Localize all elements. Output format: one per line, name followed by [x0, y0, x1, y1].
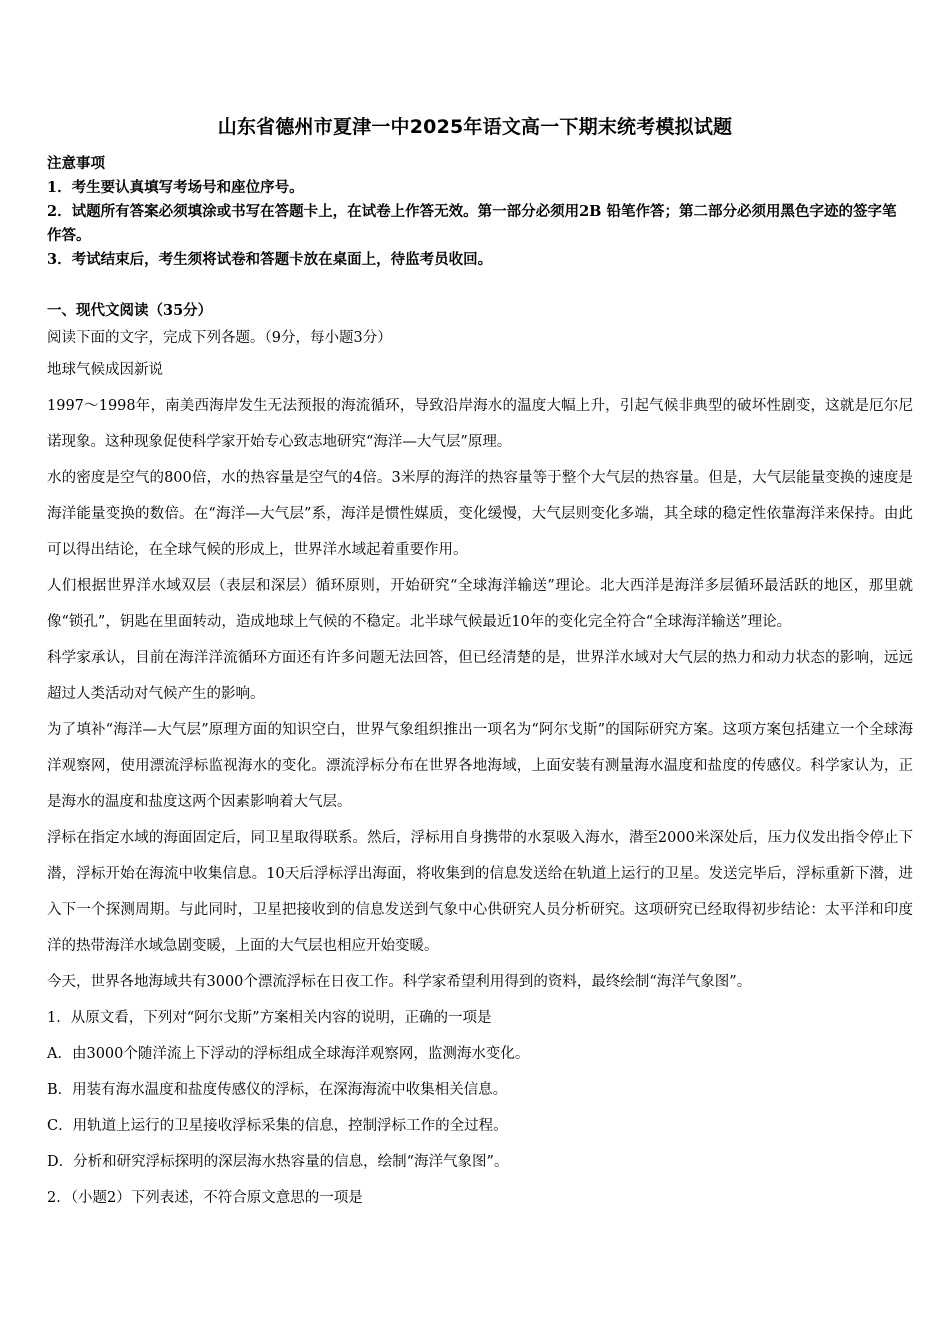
article-title: 地球气候成因新说: [47, 362, 163, 378]
article-paragraph: 水的密度是空气的800倍，水的热容量是空气的4倍。3米厚的海洋的热容量等于整个大气层的热容量。但是，大气层能量变换的速度是海洋能量变换的数倍。在“海洋—大气层”系，海洋是惯性媒质，变化缓慢，大气层则变化多端，其全球的稳定性依靠海洋来保持。由此可以得出结论，在全球气候的形成上，世界洋水域起着重要作用。: [47, 470, 913, 558]
notice-item: 1．考生要认真填写考场号和座位序号。: [47, 179, 304, 196]
reading-section: [47, 324, 913, 1216]
article-paragraph: 为了填补“海洋—大气层”原理方面的知识空白，世界气象组织推出一项名为“阿尔戈斯”的国际研究方案。这项方案包括建立一个全球海洋观察网，使用漂流浮标监视海水的变化。漂流浮标分布在世界各地海域，上面安装有测量海水温度和盐度的传感仪。科学家认为，正是海水的温度和盐度这两个因素影响着大气层。: [47, 722, 913, 810]
article-paragraph: 今天，世界各地海域共有3000个漂流浮标在日夜工作。科学家希望利用得到的资料，最终绘制“海洋气象图”。: [47, 974, 752, 990]
article-paragraph: 浮标在指定水域的海面固定后，同卫星取得联系。然后，浮标用自身携带的水泵吸入海水，潜至2000米深处后，压力仪发出指令停止下潜，浮标开始在海流中收集信息。10天后浮标浮出海面，将收集到的信息发送给在轨道上运行的卫星。发送完毕后，浮标重新下潜，进入下一个探测周期。与此同时，卫星把接收到的信息发送到气象中心供研究人员分析研究。这项研究已经取得初步结论：太平洋和印度洋的热带海洋水域急剧变暖，上面的大气层也相应开始变暖。: [47, 830, 913, 954]
notice-heading: 注意事项: [47, 155, 105, 172]
section-heading: 一、现代文阅读（35分）: [47, 302, 213, 319]
article-paragraph: 科学家承认，目前在海洋洋流循环方面还有许多问题无法回答，但已经清楚的是，世界洋水域对大气层的热力和动力状态的影响，远远超过人类活动对气候产生的影响。: [47, 650, 913, 702]
question-option-c: C．用轨道上运行的卫星接收浮标采集的信息，控制浮标工作的全过程。: [47, 1118, 508, 1134]
question-stem: 1．从原文看，下列对“阿尔戈斯”方案相关内容的说明，正确的一项是: [47, 1010, 492, 1026]
article-paragraph: 1997～1998年，南美西海岸发生无法预报的海流循环，导致沿岸海水的温度大幅上升，引起气候非典型的破坏性剧变，这就是厄尔尼诺现象。这种现象促使科学家开始专心致志地研究“海洋—大气层”原理。: [47, 398, 913, 450]
question-option-b: B．用装有海水温度和盐度传感仪的浮标，在深海海流中收集相关信息。: [47, 1082, 508, 1098]
page-title: 山东省德州市夏津一中2025年语文高一下期末统考模拟试题: [217, 116, 733, 138]
article-paragraph: 人们根据世界洋水域双层（表层和深层）循环原则，开始研究“全球海洋输送”理论。北大西洋是海洋多层循环最活跃的地区，那里就像“锁孔”，钥匙在里面转动，造成地球上气候的不稳定。北半球气候最近10年的变化完全符合“全球海洋输送”理论。: [47, 578, 913, 630]
notice-item: 2．试题所有答案必须填涂或书写在答题卡上，在试卷上作答无效。第一部分必须用2B 铅笔作答；第二部分必须用黑色字迹的签字笔作答。: [47, 203, 897, 244]
question-option-a: A．由3000个随洋流上下浮动的浮标组成全球海洋观察网，监测海水变化。: [47, 1046, 530, 1062]
notice-block: [47, 152, 909, 272]
notice-item: 3．考试结束后，考生须将试卷和答题卡放在桌面上，待监考员收回。: [47, 251, 493, 268]
question-option-d: D．分析和研究浮标探明的深层海水热容量的信息，绘制“海洋气象图”。: [47, 1154, 509, 1170]
section-intro: 阅读下面的文字，完成下列各题。（9分，每小题3分）: [47, 330, 392, 346]
question-stem: 2．（小题2）下列表述，不符合原文意思的一项是: [47, 1190, 363, 1206]
